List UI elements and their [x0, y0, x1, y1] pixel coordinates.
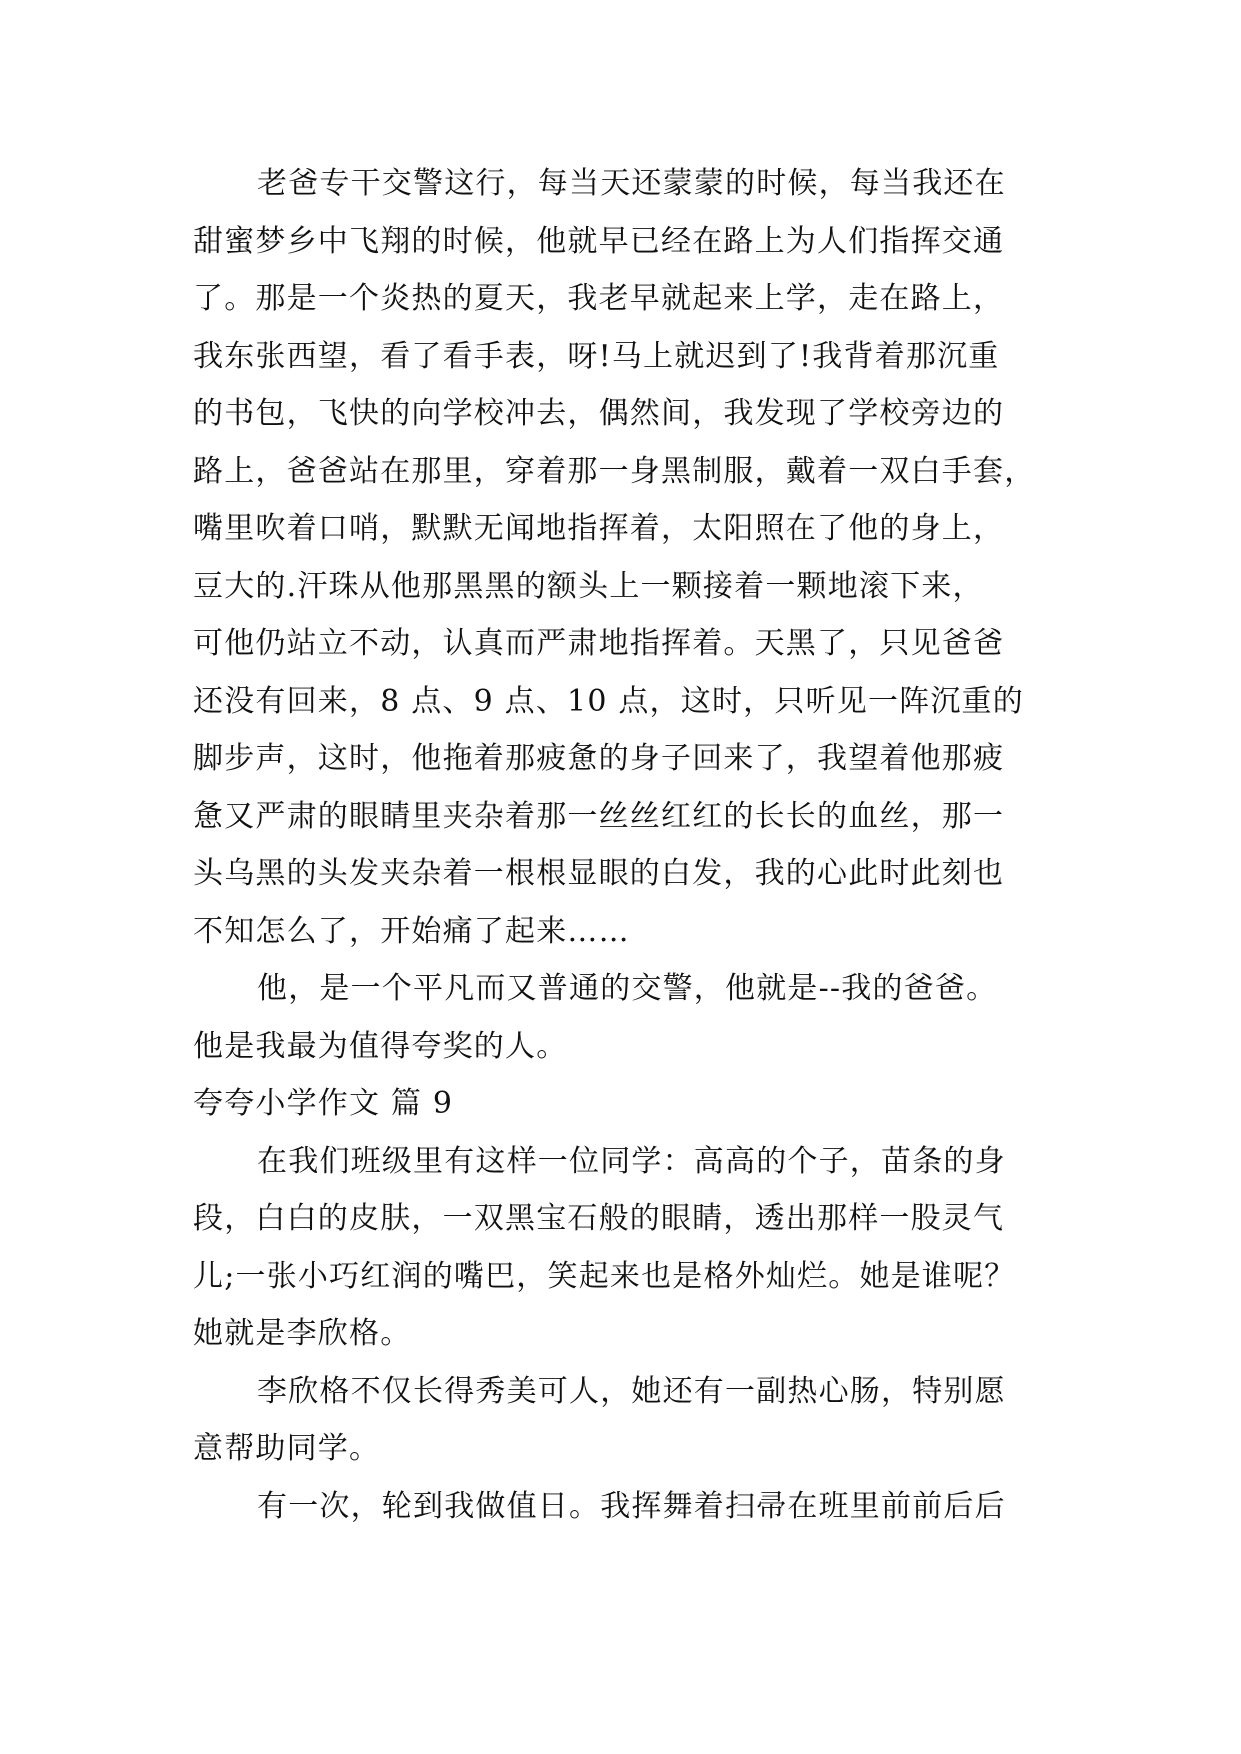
paragraph-4-line-2: 意帮助同学。: [193, 1431, 381, 1466]
paragraph-1-line-14: 不知怎么了，开始痛了起来……: [193, 913, 630, 949]
paragraph-2-line-2: 他是我最为值得夸奖的人。: [193, 1028, 568, 1064]
paragraph-1-line-11: 脚步声，这时，他拖着那疲惫的身子回来了，我望着他那疲: [193, 741, 1005, 776]
paragraph-5-line-1: 有一次，轮到我做值日。我挥舞着扫帚在班里前前后后: [257, 1488, 1006, 1524]
paragraph-1-line-6: 路上，爸爸站在那里，穿着那一身黑制服，戴着一双白手套，: [193, 453, 1036, 489]
paragraph-1-line-10: 还没有回来，8 点、9 点、10 点，这时，只听见一阵沉重的: [193, 683, 1024, 719]
section-heading: 夸夸小学作文 篇 9: [193, 1086, 454, 1121]
paragraph-1-line-4: 我东张西望，看了看手表，呀!马上就迟到了!我背着那沉重: [193, 338, 1000, 374]
paragraph-1-line-12: 惫又严肃的眼睛里夹杂着那一丝丝红红的长长的血丝，那一: [193, 798, 1005, 834]
paragraph-3-line-2: 段，白白的皮肤，一双黑宝石般的眼睛，透出那样一股灵气: [193, 1201, 1005, 1236]
paragraph-1-line-9: 可他仍站立不动，认真而严肃地指挥着。天黑了，只见爸爸: [193, 626, 1005, 661]
paragraph-1-line-8: 豆大的.汗珠从他那黑黑的额头上一颗接着一颗地滚下来，: [193, 568, 984, 604]
paragraph-1-line-2: 甜蜜梦乡中飞翔的时候，他就早已经在路上为人们指挥交通: [193, 223, 1005, 259]
paragraph-1-line-13: 头乌黑的头发夹杂着一根根显眼的白发，我的心此时此刻也: [193, 856, 1005, 891]
document-page: [193, 155, 1073, 1535]
paragraph-4-line-1: 李欣格不仅长得秀美可人，她还有一副热心肠，特别愿: [257, 1373, 1006, 1409]
paragraph-3-line-1: 在我们班级里有这样一位同学：高高的个子，苗条的身: [257, 1143, 1006, 1179]
paragraph-1-line-1: 老爸专干交警这行，每当天还蒙蒙的时候，每当我还在: [257, 166, 1006, 201]
paragraph-2-line-1: 他，是一个平凡而又普通的交警，他就是--我的爸爸。: [257, 971, 998, 1006]
paragraph-1-line-3: 了。那是一个炎热的夏天，我老早就起来上学，走在路上，: [193, 281, 1005, 316]
paragraph-1-line-5: 的书包，飞快的向学校冲去，偶然间，我发现了学校旁边的: [193, 396, 1005, 431]
paragraph-3-line-3: 儿;一张小巧红润的嘴巴，笑起来也是格外灿烂。她是谁呢？: [193, 1258, 1016, 1294]
paragraph-1-line-7: 嘴里吹着口哨，默默无闻地指挥着，太阳照在了他的身上，: [193, 511, 1005, 546]
paragraph-3-line-4: 她就是李欣格。: [193, 1316, 412, 1351]
